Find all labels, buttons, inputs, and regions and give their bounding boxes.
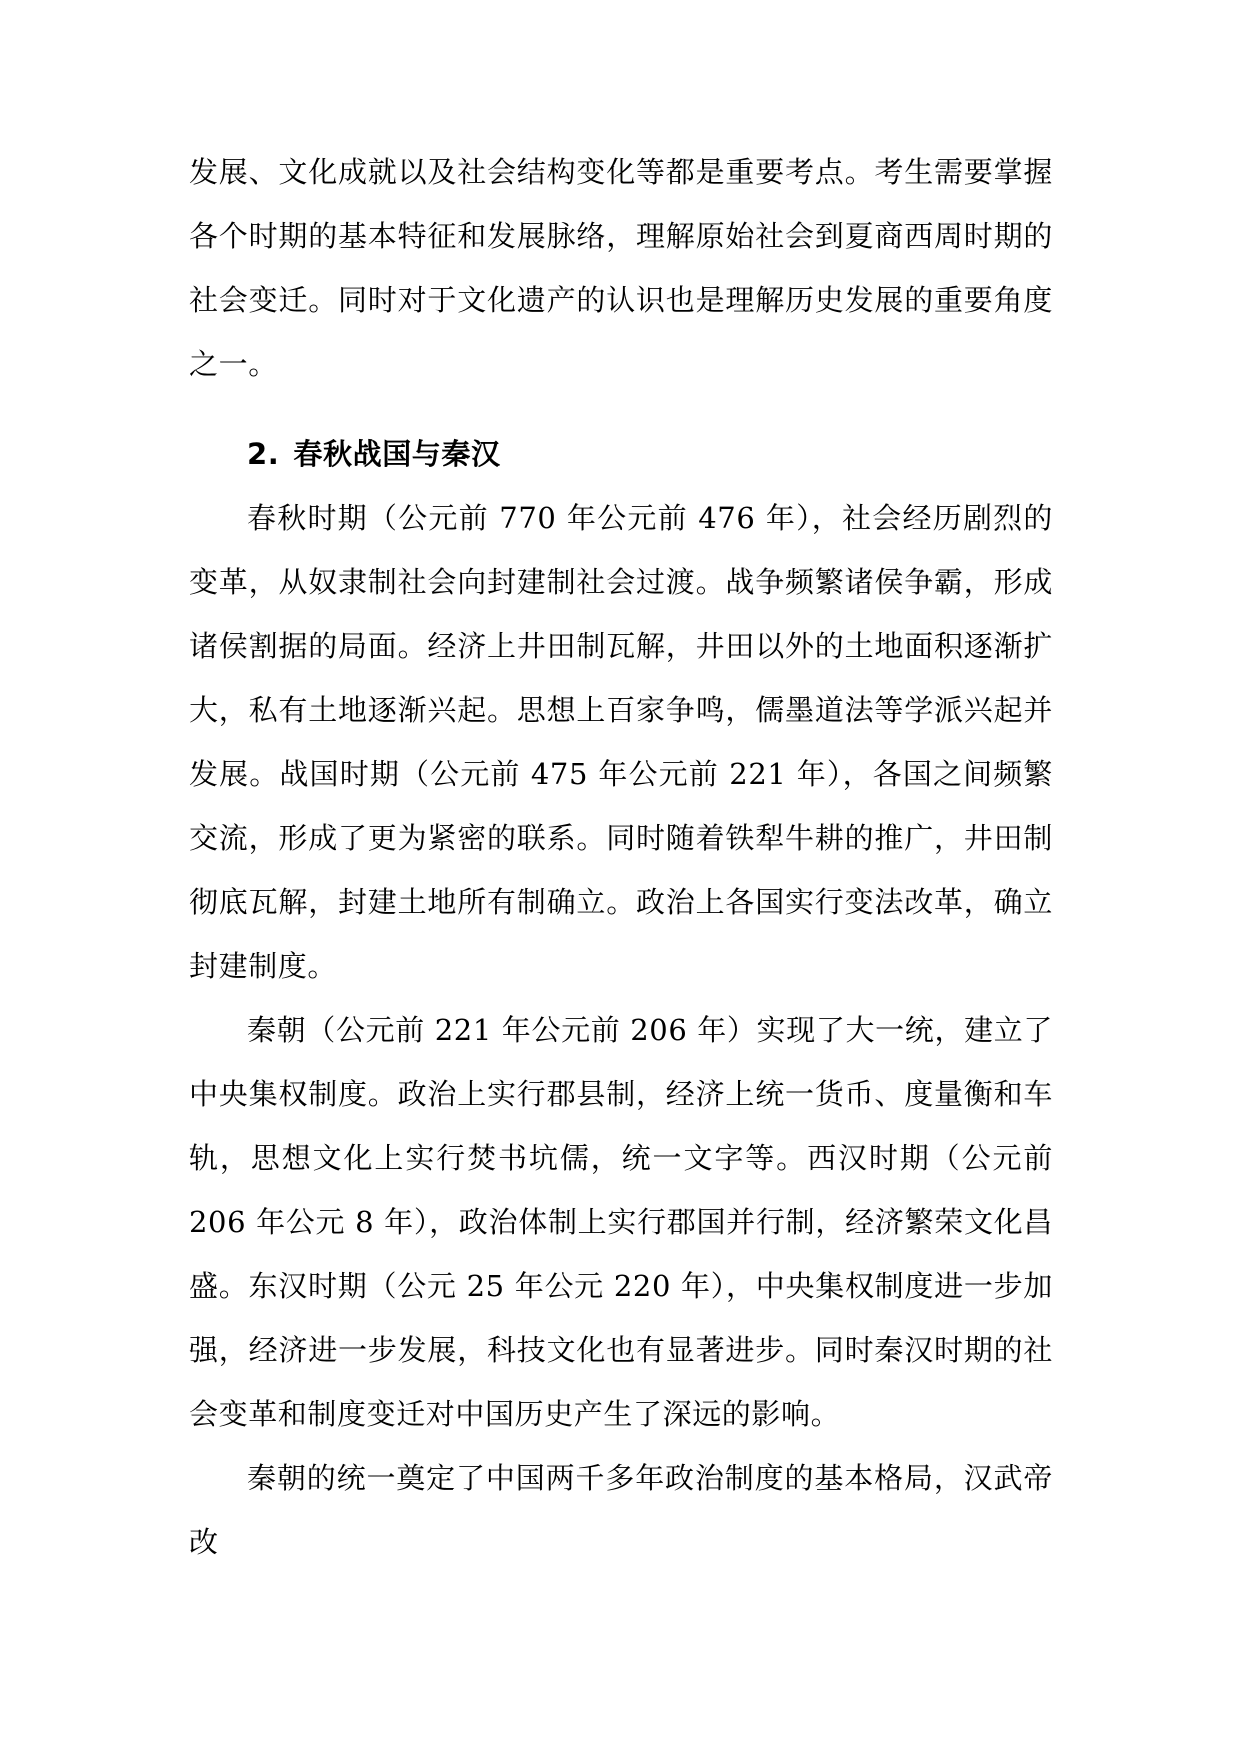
paragraph-qin-han: 秦朝（公元前 221 年公元前 206 年）实现了大一统，建立了中央集权制度。政治上实行郡县制，经济上统一货币、度量衡和车轨，思想文化上实行焚书坑儒，统一文字等。西汉时期（公元前 206 年公元 8 年），政治体制上实行郡国并行制，经济繁荣文化昌盛。东汉时期（公元 25 年公元 220 年），中央集权制度进一步加强，经济进一步发展，科技文化也有显著进步。同时秦汉时期的社会变革和制度变迁对中国历史产生了深远的影响。 <box>189 1013 1053 1431</box>
continuation-paragraph: 发展、文化成就以及社会结构变化等都是重要考点。考生需要掌握各个时期的基本特征和发展脉络，理解原始社会到夏商西周时期的社会变迁。同时对于文化遗产的认识也是理解历史发展的重要角度之一。 <box>189 155 1053 381</box>
paragraph-qin-unification: 秦朝的统一奠定了中国两千多年政治制度的基本格局，汉武帝改 <box>189 1461 1053 1559</box>
section-heading <box>189 422 1053 486</box>
section-title: 春秋战国与秦汉 <box>293 437 501 471</box>
section-number: 2. <box>247 437 280 471</box>
paragraph-chunqiu-zhanguo: 春秋时期（公元前 770 年公元前 476 年），社会经历剧烈的变革，从奴隶制社会向封建制社会过渡。战争频繁诸侯争霸，形成诸侯割据的局面。经济上井田制瓦解，井田以外的土地面积逐渐扩大，私有土地逐渐兴起。思想上百家争鸣，儒墨道法等学派兴起并发展。战国时期（公元前 475 年公元前 221 年），各国之间频繁交流，形成了更为紧密的联系。同时随着铁犁牛耕的推广，井田制彻底瓦解，封建土地所有制确立。政治上各国实行变法改革，确立封建制度。 <box>189 501 1053 983</box>
page-content <box>189 140 1053 1574</box>
